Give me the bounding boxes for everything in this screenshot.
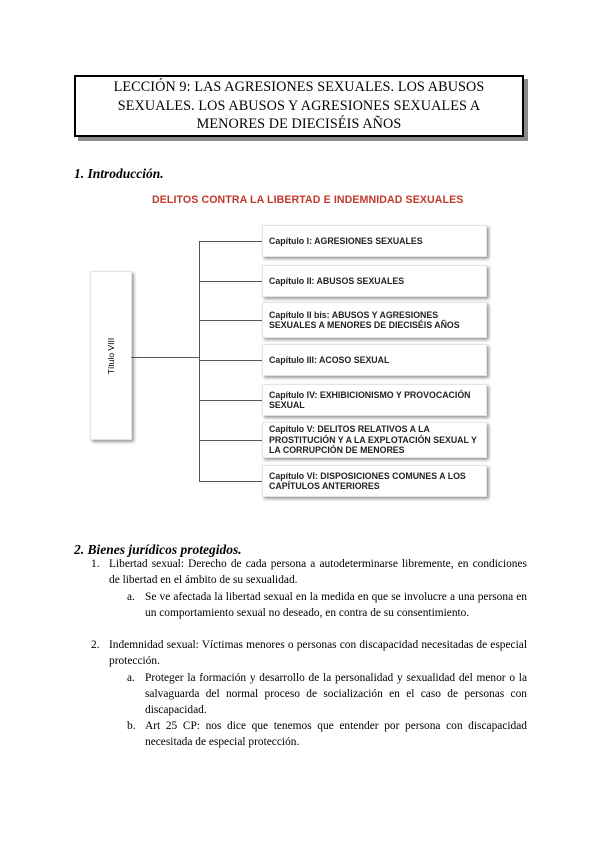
chapter-box-2: Capítulo II: ABUSOS SEXUALES bbox=[262, 265, 487, 297]
connector-branch-4 bbox=[199, 360, 262, 361]
chapter-box-2-bis: Capítulo II bis: ABUSOS Y AGRESIONES SEXUALES A MENORES DE DIECISÉIS AÑOS bbox=[262, 302, 487, 338]
list-item-1-text: Libertad sexual: Derecho de cada persona a autodeterminarse libremente, en condiciones de libertad en el ámbito de su sexualidad. bbox=[109, 558, 527, 586]
connector-branch-1 bbox=[199, 241, 262, 242]
chapter-box-4: Capítulo IV: EXHIBICIONISMO Y PROVOCACIÓN SEXUAL bbox=[262, 384, 487, 416]
list-item-2b-text: Art 25 CP: nos dice que tenemos que entender por persona con discapacidad necesitada de especial protección. bbox=[145, 720, 527, 748]
section-1-heading: 1. Introducción. bbox=[74, 166, 164, 181]
diagram-root-label: Título VIII bbox=[106, 337, 116, 374]
connector-branch-2 bbox=[199, 281, 262, 282]
connector-vertical bbox=[199, 241, 200, 481]
lesson-title-line-3: MENORES DE DIECISÉIS AÑOS bbox=[196, 116, 402, 133]
chapter-box-6: Capítulo VI: DISPOSICIONES COMUNES A LOS CAPÍTULOS ANTERIORES bbox=[262, 465, 487, 497]
connector-branch-6 bbox=[199, 440, 262, 441]
diagram-title: DELITOS CONTRA LA LIBERTAD E INDEMNIDAD SEXUALES bbox=[152, 194, 464, 206]
chapter-box-5: Capítulo V: DELITOS RELATIVOS A LA PROSTITUCIÓN Y A LA EXPLOTACIÓN SEXUAL Y LA CORRUPCIÓN DE MENORES bbox=[262, 422, 487, 458]
list-item-2a-text: Proteger la formación y desarrollo de la personalidad y sexualidad del menor o la salvaguarda del normal proceso de socialización en el caso de personas con discapacidad. bbox=[145, 672, 527, 716]
list-item-2-text: Indemnidad sexual: Víctimas menores o personas con discapacidad necesitadas de especial protección. bbox=[109, 639, 527, 667]
connector-root-horizontal bbox=[131, 357, 199, 358]
list-item-1a-text: Se ve afectada la libertad sexual en la medida en que se involucre a una persona en un comportamiento sexual no deseado, en contra de su consentimiento. bbox=[145, 591, 527, 619]
list-item-2-number: 2. bbox=[91, 639, 100, 651]
lesson-title-line-2: SEXUALES. LOS ABUSOS Y AGRESIONES SEXUALES A bbox=[117, 97, 481, 114]
lesson-title-box bbox=[74, 75, 524, 137]
chapter-box-3: Capítulo III: ACOSO SEXUAL bbox=[262, 344, 487, 376]
list-item-1-number: 1. bbox=[91, 558, 100, 570]
list-item-1a-letter: a. bbox=[127, 591, 135, 603]
list-item-2b-letter: b. bbox=[127, 720, 136, 732]
connector-branch-5 bbox=[199, 400, 262, 401]
section-2-heading: 2. Bienes jurídicos protegidos. bbox=[74, 542, 242, 557]
list-item-2a-letter: a. bbox=[127, 672, 135, 684]
lesson-title-line-1: LECCIÓN 9: LAS AGRESIONES SEXUALES. LOS ABUSOS bbox=[113, 79, 485, 96]
connector-branch-3 bbox=[199, 320, 262, 321]
diagram-root-node bbox=[90, 271, 132, 440]
connector-branch-7 bbox=[199, 481, 262, 482]
chapter-box-1: Capítulo I: AGRESIONES SEXUALES bbox=[262, 225, 487, 257]
